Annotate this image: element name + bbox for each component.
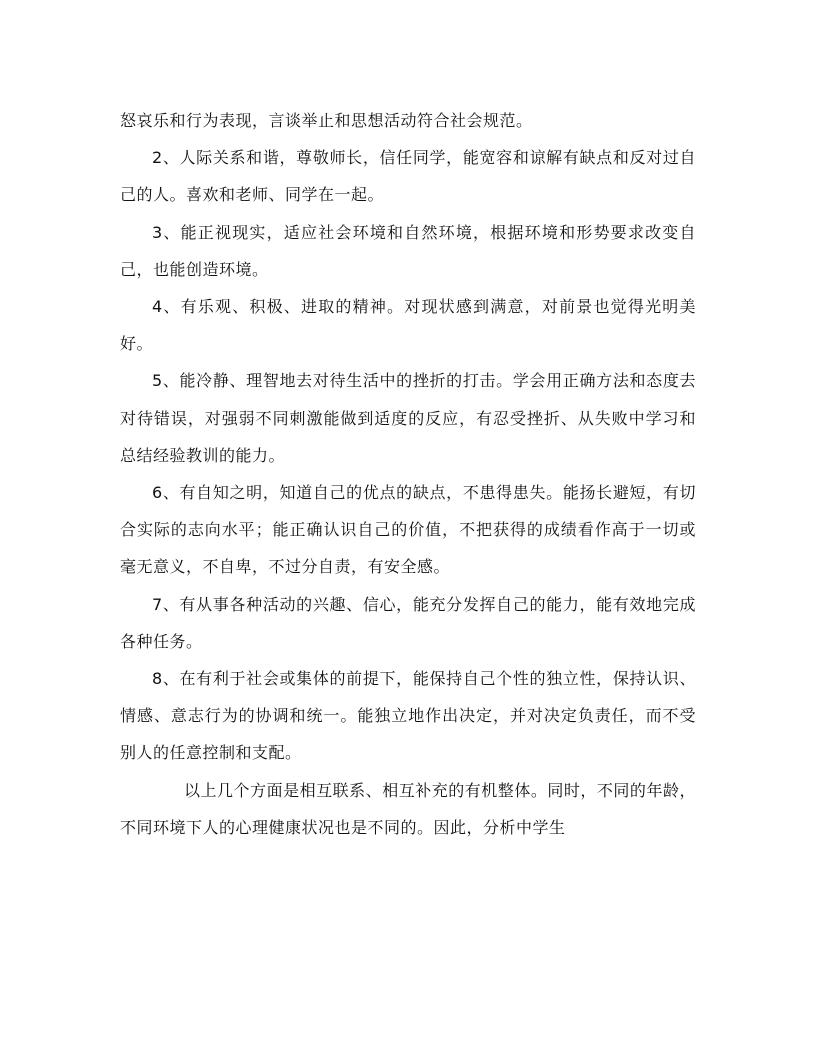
paragraph-item-5: 5、能冷静、理智地去对待生活中的挫折的打击。学会用正确方法和态度去对待错误，对强弱不同刺激能做到适度的反应，有忍受挫折、从失败中学习和总结经验教训的能力。 — [120, 371, 696, 465]
paragraph-item-8: 8、在有利于社会或集体的前提下，能保持自己个性的独立性，保持认识、情感、意志行为的协调和统一。能独立地作出决定，并对决定负责任，而不受别人的任意控制和支配。 — [120, 669, 696, 763]
body-text — [120, 102, 696, 846]
paragraph-item-4: 4、有乐观、积极、进取的精神。对现状感到满意，对前景也觉得光明美好。 — [120, 297, 696, 354]
paragraph-continuation: 怒哀乐和行为表现，言谈举止和思想活动符合社会规范。 — [120, 111, 533, 130]
paragraph-item-7: 7、有从事各种活动的兴趣、信心，能充分发挥自己的能力，能有效地完成各种任务。 — [120, 594, 696, 651]
paragraph-item-3: 3、能正视现实，适应社会环境和自然环境，根据环境和形势要求改变自己，也能创造环境。 — [120, 222, 696, 279]
paragraph-item-2: 2、人际关系和谐，尊敬师长，信任同学，能宽容和谅解有缺点和反对过自己的人。喜欢和老师、同学在一起。 — [120, 148, 696, 205]
paragraph-item-6: 6、有自知之明，知道自己的优点的缺点，不患得患失。能扬长避短，有切合实际的志向水平；能正确认识自己的价值，不把获得的成绩看作高于一切或毫无意义，不自卑，不过分自责，有安全感。 — [120, 483, 696, 577]
paragraph-summary: 以上几个方面是相互联系、相互补充的有机整体。同时，不同的年龄，不同环境下人的心理健康状况也是不同的。因此，分析中学生 — [120, 780, 696, 837]
